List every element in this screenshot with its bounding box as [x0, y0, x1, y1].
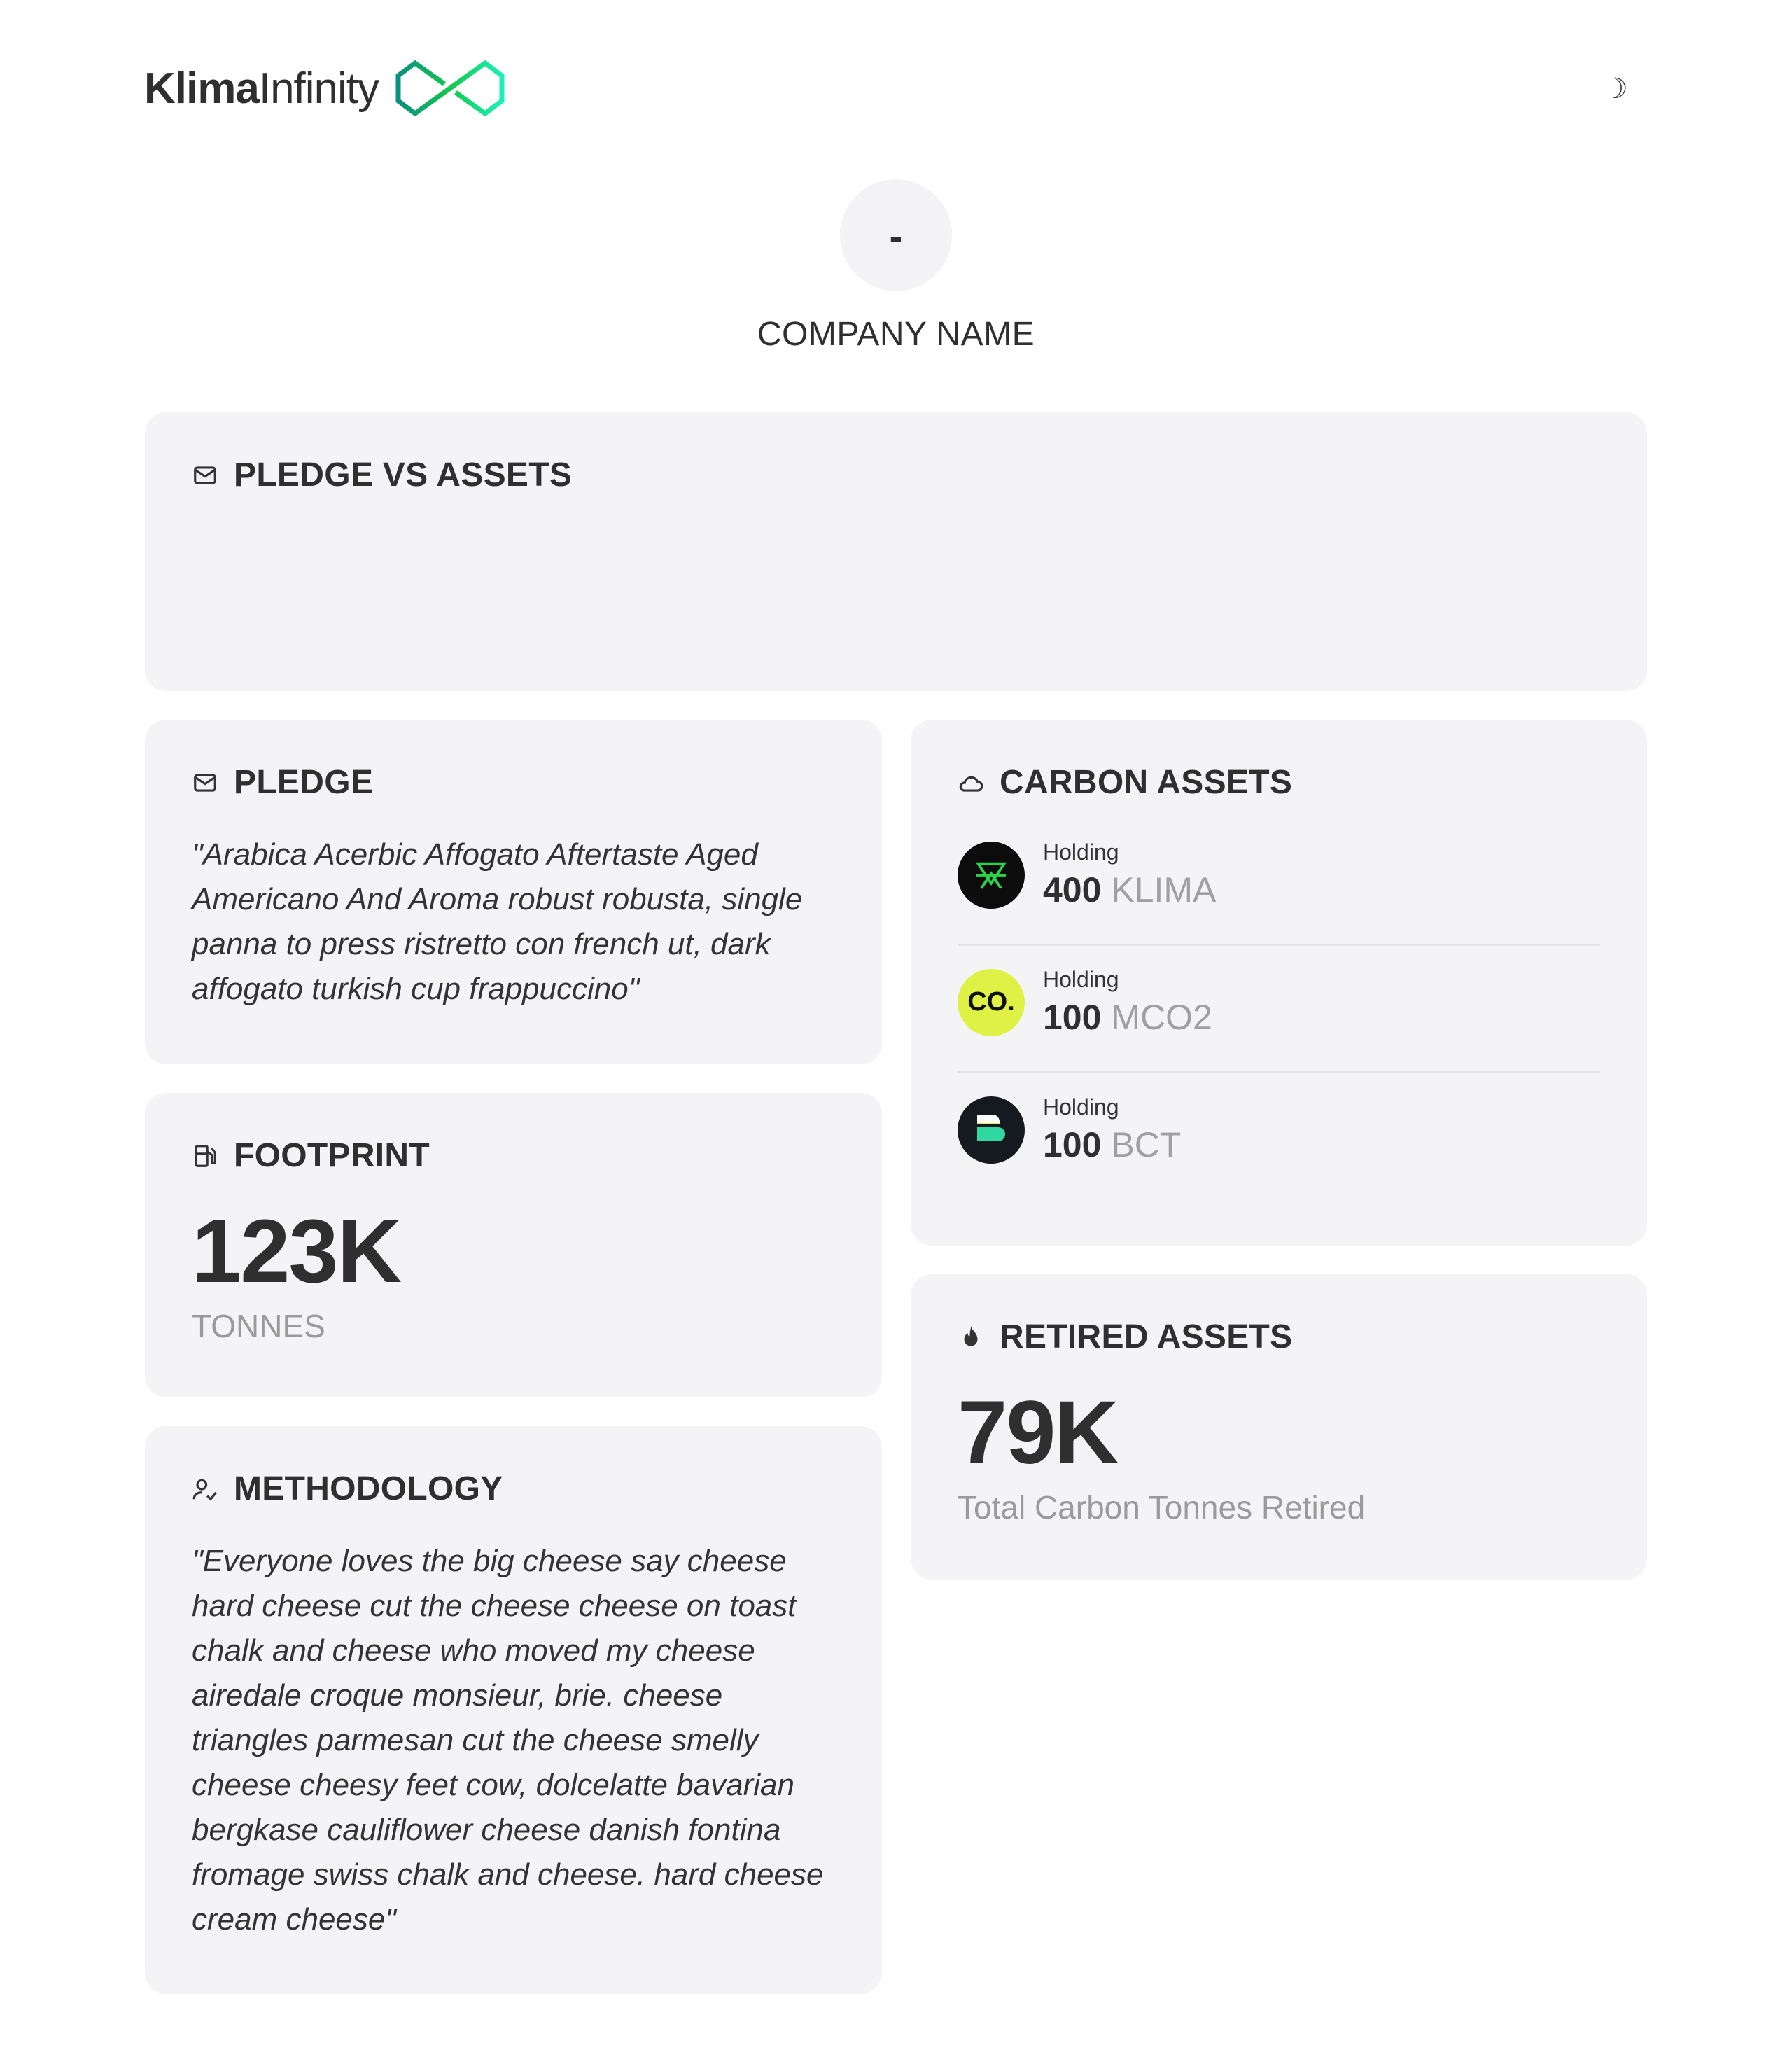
bct-token-icon: [958, 1096, 1025, 1164]
klima-infinity-logo[interactable]: [144, 60, 505, 116]
flame-icon: [958, 1324, 984, 1351]
cloud-icon: [958, 769, 984, 796]
company-avatar: -: [840, 179, 952, 291]
card-title: PLEDGE: [234, 764, 374, 801]
user-check-icon: [192, 1476, 218, 1502]
asset-amount: 100 BCT: [1043, 1125, 1182, 1164]
methodology-card: [145, 1426, 882, 1994]
pledge-card: [145, 720, 882, 1064]
fuel-pump-icon: [192, 1143, 218, 1169]
asset-label: Holding: [1043, 1094, 1119, 1120]
company-name: COMPANY NAME: [757, 316, 1035, 353]
asset-row-mco2: [958, 946, 1600, 1073]
logo-text: KlimaInfinity: [144, 64, 379, 113]
mco2-token-icon: CO.: [958, 969, 1025, 1036]
moon-icon[interactable]: ☽: [1603, 74, 1628, 104]
asset-row-klima: [958, 818, 1600, 946]
asset-row-bct: [958, 1073, 1600, 1165]
methodology-text: "Everyone loves the big cheese say cheese hard cheese cut the cheese cheese on toast chalk and cheese who moved my cheese airedale croque monsieur, brie. cheese triangles parmesan cut the cheese smelly cheese cheesy feet cow, dolcelatte bavarian bergkase cauliflower cheese danish fontina fromage swiss chalk and cheese. hard cheese cream cheese": [192, 1544, 824, 1937]
klima-token-icon: [958, 842, 1025, 909]
asset-label: Holding: [1043, 967, 1119, 992]
card-title: CARBON ASSETS: [1000, 764, 1293, 801]
pledge-text: "Arabica Acerbic Affogato Aftertaste Aged Americano And Aroma robust robusta, single panna to press ristretto con french ut, dark affogato turkish cup frappuccino": [192, 837, 803, 1006]
footprint-value: 123K: [192, 1201, 400, 1302]
footprint-card: [145, 1093, 882, 1397]
card-title: FOOTPRINT: [234, 1137, 430, 1174]
retired-assets-card: [911, 1274, 1647, 1580]
mail-icon: [192, 769, 218, 796]
asset-amount: 100 MCO2: [1043, 998, 1212, 1037]
mail-icon: [192, 462, 218, 489]
infinity-logo-icon: [396, 60, 505, 116]
card-title: PLEDGE VS ASSETS: [234, 456, 573, 494]
asset-amount: 400 KLIMA: [1043, 870, 1217, 909]
carbon-assets-card: [911, 720, 1647, 1246]
card-title: METHODOLOGY: [234, 1470, 503, 1507]
asset-label: Holding: [1043, 839, 1119, 865]
card-title: RETIRED ASSETS: [1000, 1318, 1293, 1355]
footprint-unit: TONNES: [192, 1307, 326, 1344]
retired-caption: Total Carbon Tonnes Retired: [958, 1488, 1366, 1526]
retired-value: 79K: [958, 1383, 1118, 1483]
pledge-vs-assets-card: [145, 412, 1647, 691]
